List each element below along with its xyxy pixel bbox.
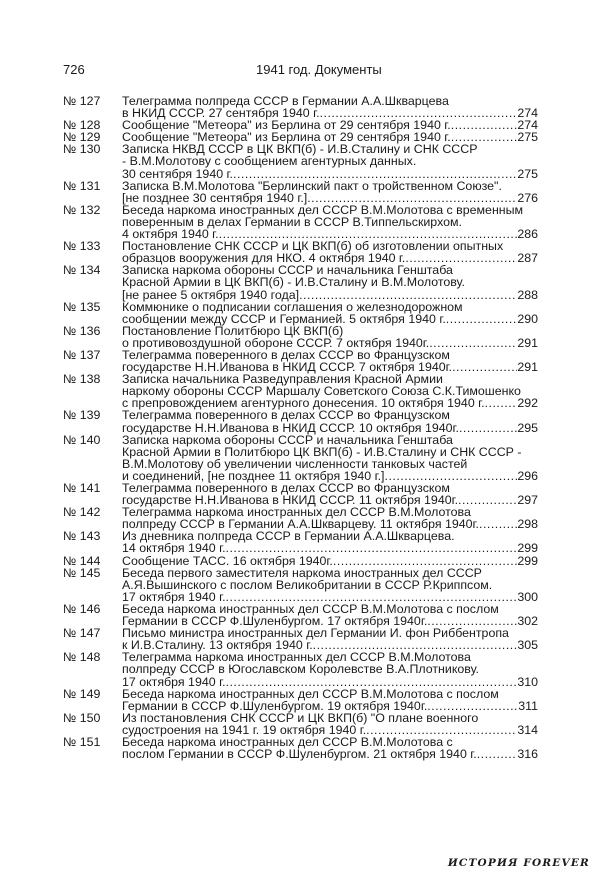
entry-number: № 131	[63, 178, 101, 193]
watermark-logo: ИСТОРИЯ FOREVER	[447, 857, 590, 869]
entry-title-line: государстве Н.Н.Иванова в НКИД СССР. 7 октября 1940г. ..... 291	[122, 361, 538, 373]
entry-title-line: образцов вооружения для НКО. 4 октября 1940 г. ..... 287	[122, 252, 538, 264]
entry-title-line: поверенным в делах Германии в СССР В.Типпельскирхом.	[122, 214, 462, 229]
toc-entry	[63, 409, 538, 433]
toc-entry	[63, 434, 538, 482]
entry-title-line: Беседа наркома иностранных дел СССР В.М.Молотова с временным	[122, 202, 524, 217]
entry-page-number: 316	[517, 747, 538, 762]
entry-title-line: Записка наркома обороны СССР и начальника Генштаба	[122, 432, 453, 447]
running-title: 1941 год. Документы	[256, 62, 382, 77]
toc-entry	[63, 627, 538, 651]
entry-number: № 132	[63, 202, 101, 217]
entry-page-number: 290	[517, 311, 538, 326]
entry-title-line: В.М.Молотову об увеличении численности танковых частей	[122, 456, 468, 471]
dot-leader	[459, 422, 517, 434]
entry-title-line: [не ранее 5 октября 1940 года] ..... 288	[122, 289, 538, 301]
entry-title-line: - В.М.Молотову с сообщением агентурных данных.	[122, 154, 417, 169]
entry-title-line: наркому обороны СССР Маршалу Советского Союза С.К.Тимошенко	[122, 384, 521, 399]
toc-entry	[63, 373, 538, 409]
dot-leader	[299, 289, 517, 301]
entry-number: № 139	[63, 408, 101, 423]
toc-entry	[63, 712, 538, 736]
entry-title-line: с препровождением агентурного донесения. 10 октября 1940 г. ..... 292	[122, 397, 538, 409]
entry-title-line: Коммюнике о подписании соглашения о железнодорожном	[122, 299, 463, 314]
entry-page-number: 297	[517, 493, 538, 508]
entry-number: № 129	[63, 130, 101, 145]
entry-page-number: 305	[517, 638, 538, 653]
toc-entry	[63, 555, 538, 567]
entry-number: № 127	[63, 94, 101, 108]
entry-number: № 144	[63, 553, 101, 568]
entry-number: № 142	[63, 505, 101, 520]
dot-leader	[477, 748, 518, 760]
toc-entry	[63, 143, 538, 179]
entry-title-line: Сообщение ТАСС. 16 октября 1940г. ..... 299	[122, 555, 538, 567]
entry-number: № 133	[63, 239, 101, 254]
entry-page-number: 299	[517, 541, 538, 556]
entry-number: № 128	[63, 118, 101, 133]
dot-leader	[452, 361, 517, 373]
dot-leader	[446, 313, 518, 325]
toc-entry	[63, 349, 538, 373]
entry-title-line: Беседа первого заместителя наркома иностранных дел СССР	[122, 565, 482, 580]
entry-title-line: Из дневника полпреда СССР в Германии А.А.Шкварцева.	[122, 529, 455, 544]
toc-entry	[63, 264, 538, 300]
toc-entry	[63, 240, 538, 264]
entry-number: № 135	[63, 299, 101, 314]
entry-number: № 130	[63, 142, 101, 157]
entry-page-number: 274	[517, 106, 538, 121]
entry-title-line: государстве Н.Н.Иванова в НКИД СССР. 11 октября 1940г. ..... 297	[122, 494, 538, 506]
entry-title-line: Телеграмма наркома иностранных дел СССР В.М.Молотова	[122, 650, 471, 665]
entry-title-line: Телеграмма наркома иностранных дел СССР В.М.Молотова	[122, 505, 471, 520]
entry-title-line: Сообщение "Метеора" из Берлина от 29 сентября 1940 г. ..... 275	[122, 131, 538, 143]
entry-number: № 134	[63, 263, 101, 278]
entry-number: № 137	[63, 347, 101, 362]
entry-title-line: [не позднее 30 сентября 1940 г.] ..... 276	[122, 192, 538, 204]
entry-title-line: полпреду СССР в Югославском Королевстве В.А.Плотникову.	[122, 662, 479, 677]
entry-page-number: 296	[517, 468, 538, 483]
entry-title-line: Беседа наркома иностранных дел СССР В.М.Молотова с	[122, 734, 453, 749]
entry-number: № 136	[63, 323, 101, 338]
dot-leader	[485, 397, 518, 409]
entry-title-line: Телеграмма поверенного в делах СССР во Французском	[122, 408, 450, 423]
entry-page-number: 292	[517, 396, 538, 411]
toc-entry	[63, 567, 538, 603]
toc-entry	[63, 736, 538, 760]
entry-title-line: Красной Армии в ЦК ВКП(б) - И.В.Сталину и В.М.Молотову.	[122, 275, 465, 290]
entry-title-line: Записка наркома обороны СССР и начальника Генштаба	[122, 263, 453, 278]
toc-entry	[63, 180, 538, 204]
entry-page-number: 314	[517, 722, 538, 737]
entry-title-line: Письмо министра иностранных дел Германии И. фон Риббентропа	[122, 626, 509, 641]
toc-entry	[63, 95, 538, 119]
entry-page-number: 310	[517, 674, 538, 689]
toc-entry	[63, 530, 538, 554]
entry-title-line: А.Я.Вышинского с послом Великобритании в СССР Р.Криппсом.	[122, 577, 493, 592]
entry-page-number: 298	[517, 517, 538, 532]
entry-page-number: 311	[518, 698, 538, 713]
entry-number: № 143	[63, 529, 101, 544]
entry-page-number: 274	[517, 118, 538, 133]
entry-page-number: 295	[517, 420, 538, 435]
entry-title-line: Записка начальника Разведуправления Красной Армии	[122, 372, 443, 387]
entry-title-line: Записка НКВД СССР в ЦК ВКП(б) - И.В.Сталину и СНК СССР	[122, 142, 478, 157]
entry-page-number: 275	[517, 130, 538, 145]
entry-title-line: Постановление СНК СССР и ЦК ВКП(б) об изготовлении опытных	[122, 239, 504, 254]
toc-entry	[63, 301, 538, 325]
entry-number: № 151	[63, 734, 101, 749]
entry-page-number: 300	[517, 589, 538, 604]
toc-entry	[63, 651, 538, 687]
entry-page-number: 288	[517, 287, 538, 302]
entry-title-line: Беседа наркома иностранных дел СССР В.М.Молотова с послом	[122, 686, 499, 701]
entry-page-number: 291	[517, 360, 538, 375]
entry-title-line: Телеграмма поверенного в делах СССР во Французском	[122, 481, 450, 495]
dot-leader	[427, 700, 518, 712]
entry-title-line: о противовоздушной обороне СССР. 7 октября 1940г. ..... 291	[122, 337, 538, 349]
entry-number: № 138	[63, 372, 101, 387]
entry-page-number: 276	[517, 190, 538, 205]
entry-page-number: 291	[517, 335, 538, 350]
entry-title-line: Постановление Политбюро ЦК ВКП(б)	[122, 323, 344, 338]
entry-page-number: 287	[517, 251, 538, 266]
entry-title-line: послом Германии в СССР Ф.Шуленбургом. 21 октября 1940 г. ..... 316	[122, 748, 538, 760]
entry-page-number: 299	[517, 553, 538, 568]
entry-title-line: Германии в СССР Ф.Шуленбургом. 17 октября 1940г. ..... 302	[122, 615, 538, 627]
dot-leader	[479, 518, 517, 530]
entry-title-line: Телеграмма полпреда СССР в Германии А.А.Шкварцева	[122, 94, 449, 108]
entry-title-line: 4 октября 1940 г. ..... 286	[122, 228, 538, 240]
entry-title-line: и соединений, [не позднее 11 октября 1940 г.] ..... 296	[122, 470, 538, 482]
entry-number: № 148	[63, 650, 101, 665]
entry-title-line: в НКИД СССР. 27 сентября 1940 г. ..... 274	[122, 107, 538, 119]
entry-number: № 150	[63, 710, 101, 725]
toc-entry	[63, 482, 538, 506]
entry-title-line: 14 октября 1940 г. ..... 299	[122, 542, 538, 554]
dot-leader	[226, 542, 518, 554]
entry-number: № 149	[63, 686, 101, 701]
entry-number: № 140	[63, 432, 101, 447]
entry-title-line: Беседа наркома иностранных дел СССР В.М.Молотова с послом	[122, 601, 499, 616]
toc-entry	[63, 325, 538, 349]
toc-entry	[63, 603, 538, 627]
toc-entry	[63, 688, 538, 712]
dot-leader	[451, 119, 518, 131]
entry-title-line: полпреду СССР в Германии А.А.Шкварцеву. 11 октября 1940г. ..... 298	[122, 518, 538, 530]
entry-title-line: 17 октября 1940 г. ..... 300	[122, 591, 538, 603]
table-of-contents	[63, 95, 538, 760]
entry-number: № 146	[63, 601, 101, 616]
toc-entry	[63, 204, 538, 240]
entry-title-line: государстве Н.Н.Иванова в НКИД СССР. 10 октября 1940г. ..... 295	[122, 422, 538, 434]
entry-title-line: сообщении между СССР и Германией. 5 октября 1940 г. ..... 290	[122, 313, 538, 325]
toc-entry	[63, 506, 538, 530]
entry-number: № 147	[63, 626, 101, 641]
entry-title-line: 17 октября 1940 г. ..... 310	[122, 676, 538, 688]
entry-title-line: Из постановления СНК СССР и ЦК ВКП(б) "О плане военного	[122, 710, 479, 725]
dot-leader	[226, 676, 518, 688]
dot-leader	[233, 168, 517, 180]
entry-number: № 141	[63, 481, 101, 495]
entry-title-line: 30 сентября 1940 г. ..... 275	[122, 168, 538, 180]
entry-page-number: 286	[517, 227, 538, 242]
entry-title-line: Записка В.М.Молотова "Берлинский пакт о тройственном Союзе".	[122, 178, 502, 193]
entry-number: № 145	[63, 565, 101, 580]
dot-leader	[333, 555, 517, 567]
page-number: 726	[63, 62, 85, 77]
entry-title-line: Сообщение "Метеора" из Берлина от 29 сентября 1940 г. ..... 274	[122, 119, 538, 131]
entry-title-line: Красной Армии в Политбюро ЦК ВКП(б) - И.В.Сталину и СНК СССР -	[122, 444, 522, 459]
entry-title-line: судостроения на 1941 г. 19 октября 1940 г. ..... 314	[122, 724, 538, 736]
entry-page-number: 275	[517, 166, 538, 181]
entry-page-number: 302	[517, 614, 538, 629]
entry-title-line: Германии в СССР Ф.Шуленбургом. 19 октября 1940г. ..... 311	[122, 700, 538, 712]
entry-title-line: Телеграмма поверенного в делах СССР во Французском	[122, 347, 450, 362]
entry-title-line: к И.В.Сталину. 13 октября 1940 г. ..... 305	[122, 639, 538, 651]
